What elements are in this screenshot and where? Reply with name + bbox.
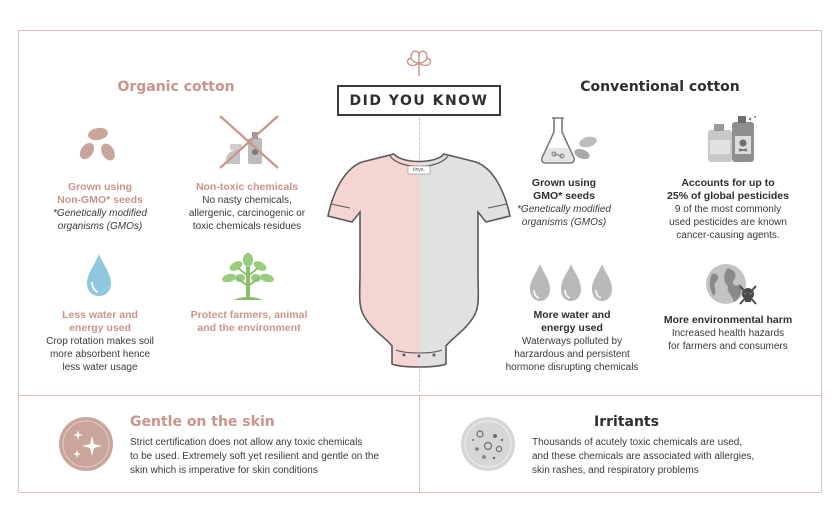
water-drop-icon	[84, 252, 114, 298]
cotton-flower-icon	[401, 43, 437, 79]
irritants-line-1: Thousands of acutely toxic chemicals are used,	[532, 437, 743, 448]
organic-chem-line-1: No nasty chemicals,	[202, 195, 292, 206]
conv-env-title: More environmental harm	[663, 314, 793, 326]
skin-line-2: to be used. Extremely soft yet resilient and gentle on the	[130, 451, 380, 462]
organic-chem-title: Non-toxic chemicals	[195, 181, 299, 193]
conv-seeds-note-2: organisms (GMOs)	[521, 217, 607, 228]
skin-text	[130, 436, 405, 478]
organic-chemicals-block	[178, 181, 316, 233]
conventional-pesticide-block	[652, 177, 804, 242]
conv-water-line-2: harzardous and persistent	[514, 349, 630, 360]
conv-pest-line-1: 9 of the most commonly	[674, 204, 782, 215]
globe-skull-icon	[702, 262, 762, 308]
organic-seeds-title-1: Grown using	[67, 181, 133, 193]
organic-protect-block	[176, 309, 322, 335]
sparkle-skin-icon	[58, 416, 114, 472]
conv-water-line-3: hormone disrupting chemicals	[505, 362, 639, 373]
did-you-know-badge: DID YOU KNOW	[337, 85, 501, 116]
irritants-line-2: and these chemicals are associated with allergies,	[532, 451, 755, 462]
organic-seeds-note-2: organisms (GMOs)	[57, 221, 143, 232]
conv-env-line-1: Increased health hazards	[671, 328, 785, 339]
skin-heading: Gentle on the skin	[130, 414, 275, 430]
grey-water-drops-icon	[526, 262, 616, 304]
irritants-heading: Irritants	[594, 414, 659, 430]
organic-water-line-3: less water usage	[62, 362, 138, 373]
organic-protect-title-2: and the environment	[197, 322, 301, 334]
irritants-particles-icon	[460, 416, 516, 472]
seeds-icon	[76, 124, 120, 164]
conv-seeds-title-1: Grown using	[531, 177, 597, 189]
organic-protect-title-1: Protect farmers, animal	[190, 309, 308, 321]
conventional-seeds-block	[502, 177, 626, 229]
organic-seeds-note-1: *Genetically modified	[53, 208, 147, 219]
bottom-divider	[18, 395, 822, 396]
conv-pest-line-3: cancer-causing agents.	[676, 230, 780, 241]
organic-water-line-2: more absorbent hence	[49, 349, 151, 360]
conv-pest-title-2: 25% of global pesticides	[667, 190, 789, 202]
organic-water-title-2: energy used	[69, 322, 131, 334]
conv-seeds-note-1: *Genetically modified	[517, 204, 611, 215]
conv-water-title-2: energy used	[541, 322, 603, 334]
organic-seeds-block	[42, 181, 158, 233]
conv-seeds-title-2: GMO* seeds	[533, 190, 595, 202]
skin-line-1: Strict certification does not allow any toxic chemicals	[130, 437, 363, 448]
conventional-env-block	[648, 314, 808, 353]
pesticide-containers-icon	[702, 114, 760, 166]
organic-chem-line-2: allergenic, carcinogenic or	[188, 208, 306, 219]
irritants-line-3: skin rashes, and respiratory problems	[532, 465, 699, 476]
skin-line-3: skin which is imperative for skin conditions	[130, 465, 318, 476]
organic-water-block	[38, 309, 162, 374]
conventional-heading: Conventional cotton	[580, 79, 740, 95]
conv-water-title-1: More water and	[533, 309, 611, 321]
conventional-water-block	[494, 309, 650, 374]
tree-icon	[220, 252, 276, 304]
conv-env-line-2: for farmers and consumers	[668, 341, 788, 352]
no-chemicals-icon	[218, 114, 280, 170]
organic-seeds-title-2: Non-GMO* seeds	[57, 194, 143, 206]
conv-pest-title-1: Accounts for up to	[681, 177, 775, 189]
organic-heading: Organic cotton	[117, 79, 235, 95]
organic-water-line-1: Crop rotation makes soil	[46, 336, 154, 347]
irritants-text	[532, 436, 792, 478]
organic-water-title-1: Less water and	[62, 309, 138, 321]
bottom-center-divider	[419, 395, 420, 493]
onesie-label: tinys.	[413, 167, 425, 173]
flask-seeds-icon	[538, 114, 600, 166]
baby-onesie-illustration	[326, 148, 512, 374]
conv-water-line-1: Waterways polluted by	[521, 336, 623, 347]
conv-pest-line-2: used pesticides are known	[669, 217, 787, 228]
organic-chem-line-3: toxic chemicals residues	[192, 221, 302, 232]
